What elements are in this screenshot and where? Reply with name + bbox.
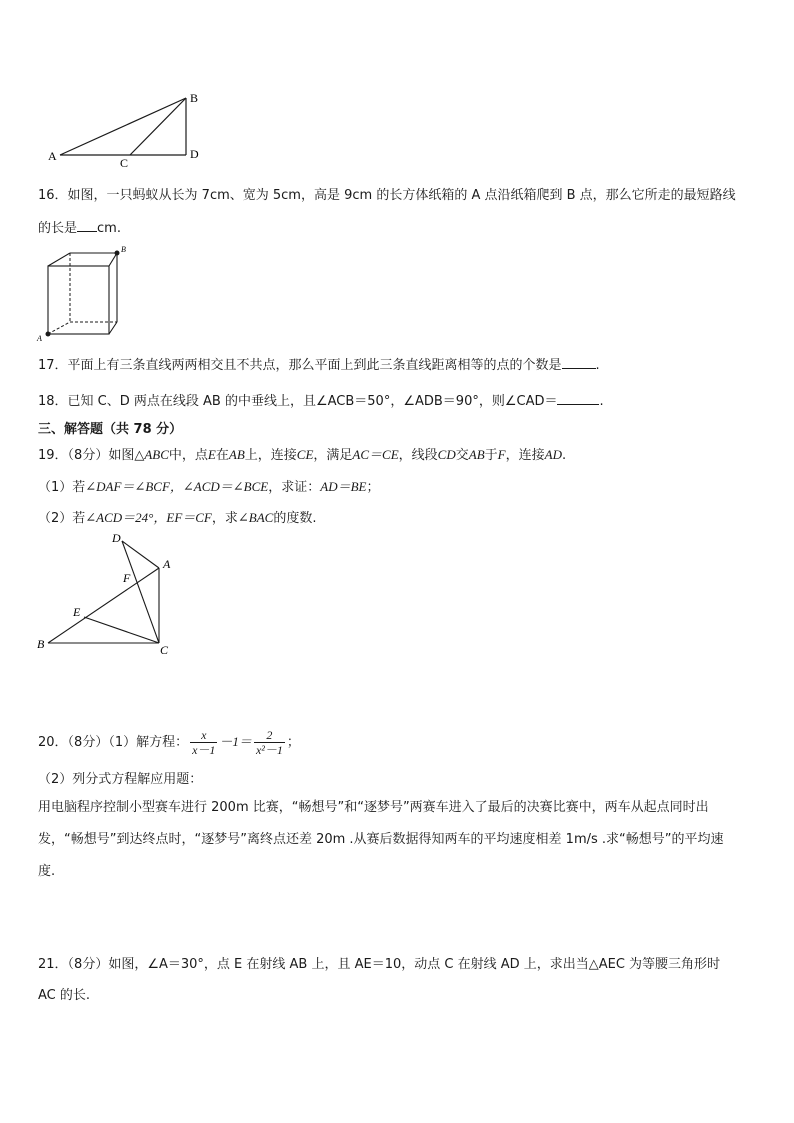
q19-t11: CD bbox=[437, 447, 456, 462]
q18-end: . bbox=[599, 394, 604, 409]
q19-t1: △ABC bbox=[134, 447, 169, 462]
q20-body-3: 度. bbox=[38, 864, 56, 879]
q19-t17: AD bbox=[544, 447, 562, 462]
q19-prefix: 19．（8分）如图 bbox=[38, 448, 135, 463]
q19-p2-b: ∠ACD＝24°，EF＝CF bbox=[85, 510, 212, 525]
q16-answer-blank[interactable] bbox=[77, 217, 97, 232]
q19-t15: F bbox=[497, 447, 506, 462]
q19-t10: ，线段 bbox=[398, 448, 438, 463]
q20-fraction-2 bbox=[254, 728, 285, 757]
q19-p1-c: ，求证： bbox=[268, 480, 321, 495]
q17-text: 17．平面上有三条直线两两相交且不共点，那么平面上到此三条直线距离相等的点的个数是 bbox=[38, 358, 562, 373]
label-a: A bbox=[163, 557, 171, 571]
q19-p1-d: AD＝BE bbox=[320, 479, 367, 494]
q20-body-2: 发，“畅想号”到达终点时，“逐梦号”离终点还差 20m .从赛后数据得知两车的平均速度相差 1m/s .求“畅想号”的平均速 bbox=[38, 832, 724, 847]
q20-frac2-num: 2 bbox=[254, 728, 285, 743]
point-b bbox=[115, 251, 120, 256]
q19-t18: . bbox=[561, 448, 567, 463]
q19-t14: 于 bbox=[484, 448, 498, 463]
label-c: C bbox=[120, 156, 129, 168]
q19-p2-c: ，求 bbox=[211, 511, 238, 526]
segment-ab bbox=[60, 98, 186, 155]
q20-minus-one: －1＝ bbox=[219, 734, 252, 749]
point-a bbox=[46, 332, 51, 337]
q20-body-1: 用电脑程序控制小型赛车进行 200m 比赛，“畅想号”和“逐梦号”两赛车进入了最后的决赛比赛中，两车从起点同时出 bbox=[38, 800, 709, 815]
q20-frac2-den: x²－1 bbox=[255, 743, 283, 757]
q16-line2-post: cm. bbox=[97, 221, 121, 236]
q20-frac1-den: x－1 bbox=[192, 743, 216, 757]
q19-t8: ，满足 bbox=[313, 448, 353, 463]
figure-triangle-abd bbox=[40, 88, 220, 168]
q20-part2: （2）列分式方程解应用题： bbox=[38, 772, 203, 787]
q18 bbox=[38, 390, 604, 412]
label-e: E bbox=[73, 605, 81, 619]
q21-line1: 21．（8分）如图，∠A＝30°，点 E 在射线 AB 上，且 AE＝10，动点 C 在射线 AD 上，求出当△AEC 为等腰三角形时 bbox=[38, 957, 721, 972]
section-3-heading: 三、解答题（共 78 分） bbox=[38, 422, 183, 437]
q19-t5: AB bbox=[228, 447, 245, 462]
q20-semi: ； bbox=[286, 735, 300, 750]
q19-t4: 在 bbox=[215, 448, 229, 463]
q18-answer-blank[interactable] bbox=[557, 390, 599, 405]
q19-part2 bbox=[38, 508, 316, 529]
q19-p2-d: ∠BAC bbox=[237, 510, 274, 525]
q16-line1: 16．如图，一只蚂蚁从长为 7cm、宽为 5cm，高是 9cm 的长方体纸箱的 A 点沿纸箱爬到 B 点，那么它所走的最短路线 bbox=[38, 188, 736, 203]
q19-part1 bbox=[38, 477, 379, 498]
label-b: B bbox=[190, 91, 199, 105]
q19-t12: 交 bbox=[455, 448, 469, 463]
q18-text: 18．已知 C、D 两点在线段 AB 的中垂线上，且∠ACB＝50°，∠ADB＝90°，则∠CAD＝ bbox=[38, 394, 558, 409]
label-b: B bbox=[121, 246, 126, 254]
q16-line2-pre: 的长是 bbox=[38, 221, 78, 236]
q19-t13: AB bbox=[468, 447, 485, 462]
q19-stem bbox=[38, 445, 566, 466]
q19-t9: AC＝CE bbox=[352, 447, 399, 462]
label-c: C bbox=[160, 643, 169, 657]
q19-p1-a: （1）若 bbox=[38, 480, 86, 495]
label-b: B bbox=[37, 637, 45, 651]
q19-p1-b: ∠DAF＝∠BCF，∠ACD＝∠BCE bbox=[85, 479, 269, 494]
q19-p2-e: 的度数. bbox=[273, 511, 317, 526]
figure-cuboid bbox=[34, 246, 144, 342]
q19-t7: CE bbox=[296, 447, 314, 462]
q19-t3: E bbox=[207, 447, 216, 462]
q19-p2-a: （2）若 bbox=[38, 511, 86, 526]
figure-q19 bbox=[34, 530, 184, 660]
q19-t2: 中，点 bbox=[168, 448, 208, 463]
q21-line2: AC 的长. bbox=[38, 988, 91, 1003]
q20-frac1-num: x bbox=[190, 728, 217, 743]
label-d: D bbox=[190, 147, 199, 161]
q20-fraction-1 bbox=[190, 728, 217, 757]
label-a: A bbox=[37, 334, 42, 342]
q19-t16: ，连接 bbox=[505, 448, 545, 463]
segment-bc bbox=[130, 98, 186, 155]
q17-end: . bbox=[595, 358, 600, 373]
label-a: A bbox=[48, 149, 57, 163]
q19-p1-e: ； bbox=[366, 480, 380, 495]
q16-line2 bbox=[38, 217, 121, 239]
q19-t6: 上，连接 bbox=[244, 448, 297, 463]
q17-answer-blank[interactable] bbox=[562, 354, 596, 369]
label-f: F bbox=[123, 571, 131, 585]
q20-part1 bbox=[38, 725, 300, 760]
label-d: D bbox=[112, 531, 121, 545]
q17 bbox=[38, 354, 600, 376]
q20-p1: 20．（8分）（1）解方程： bbox=[38, 735, 189, 750]
